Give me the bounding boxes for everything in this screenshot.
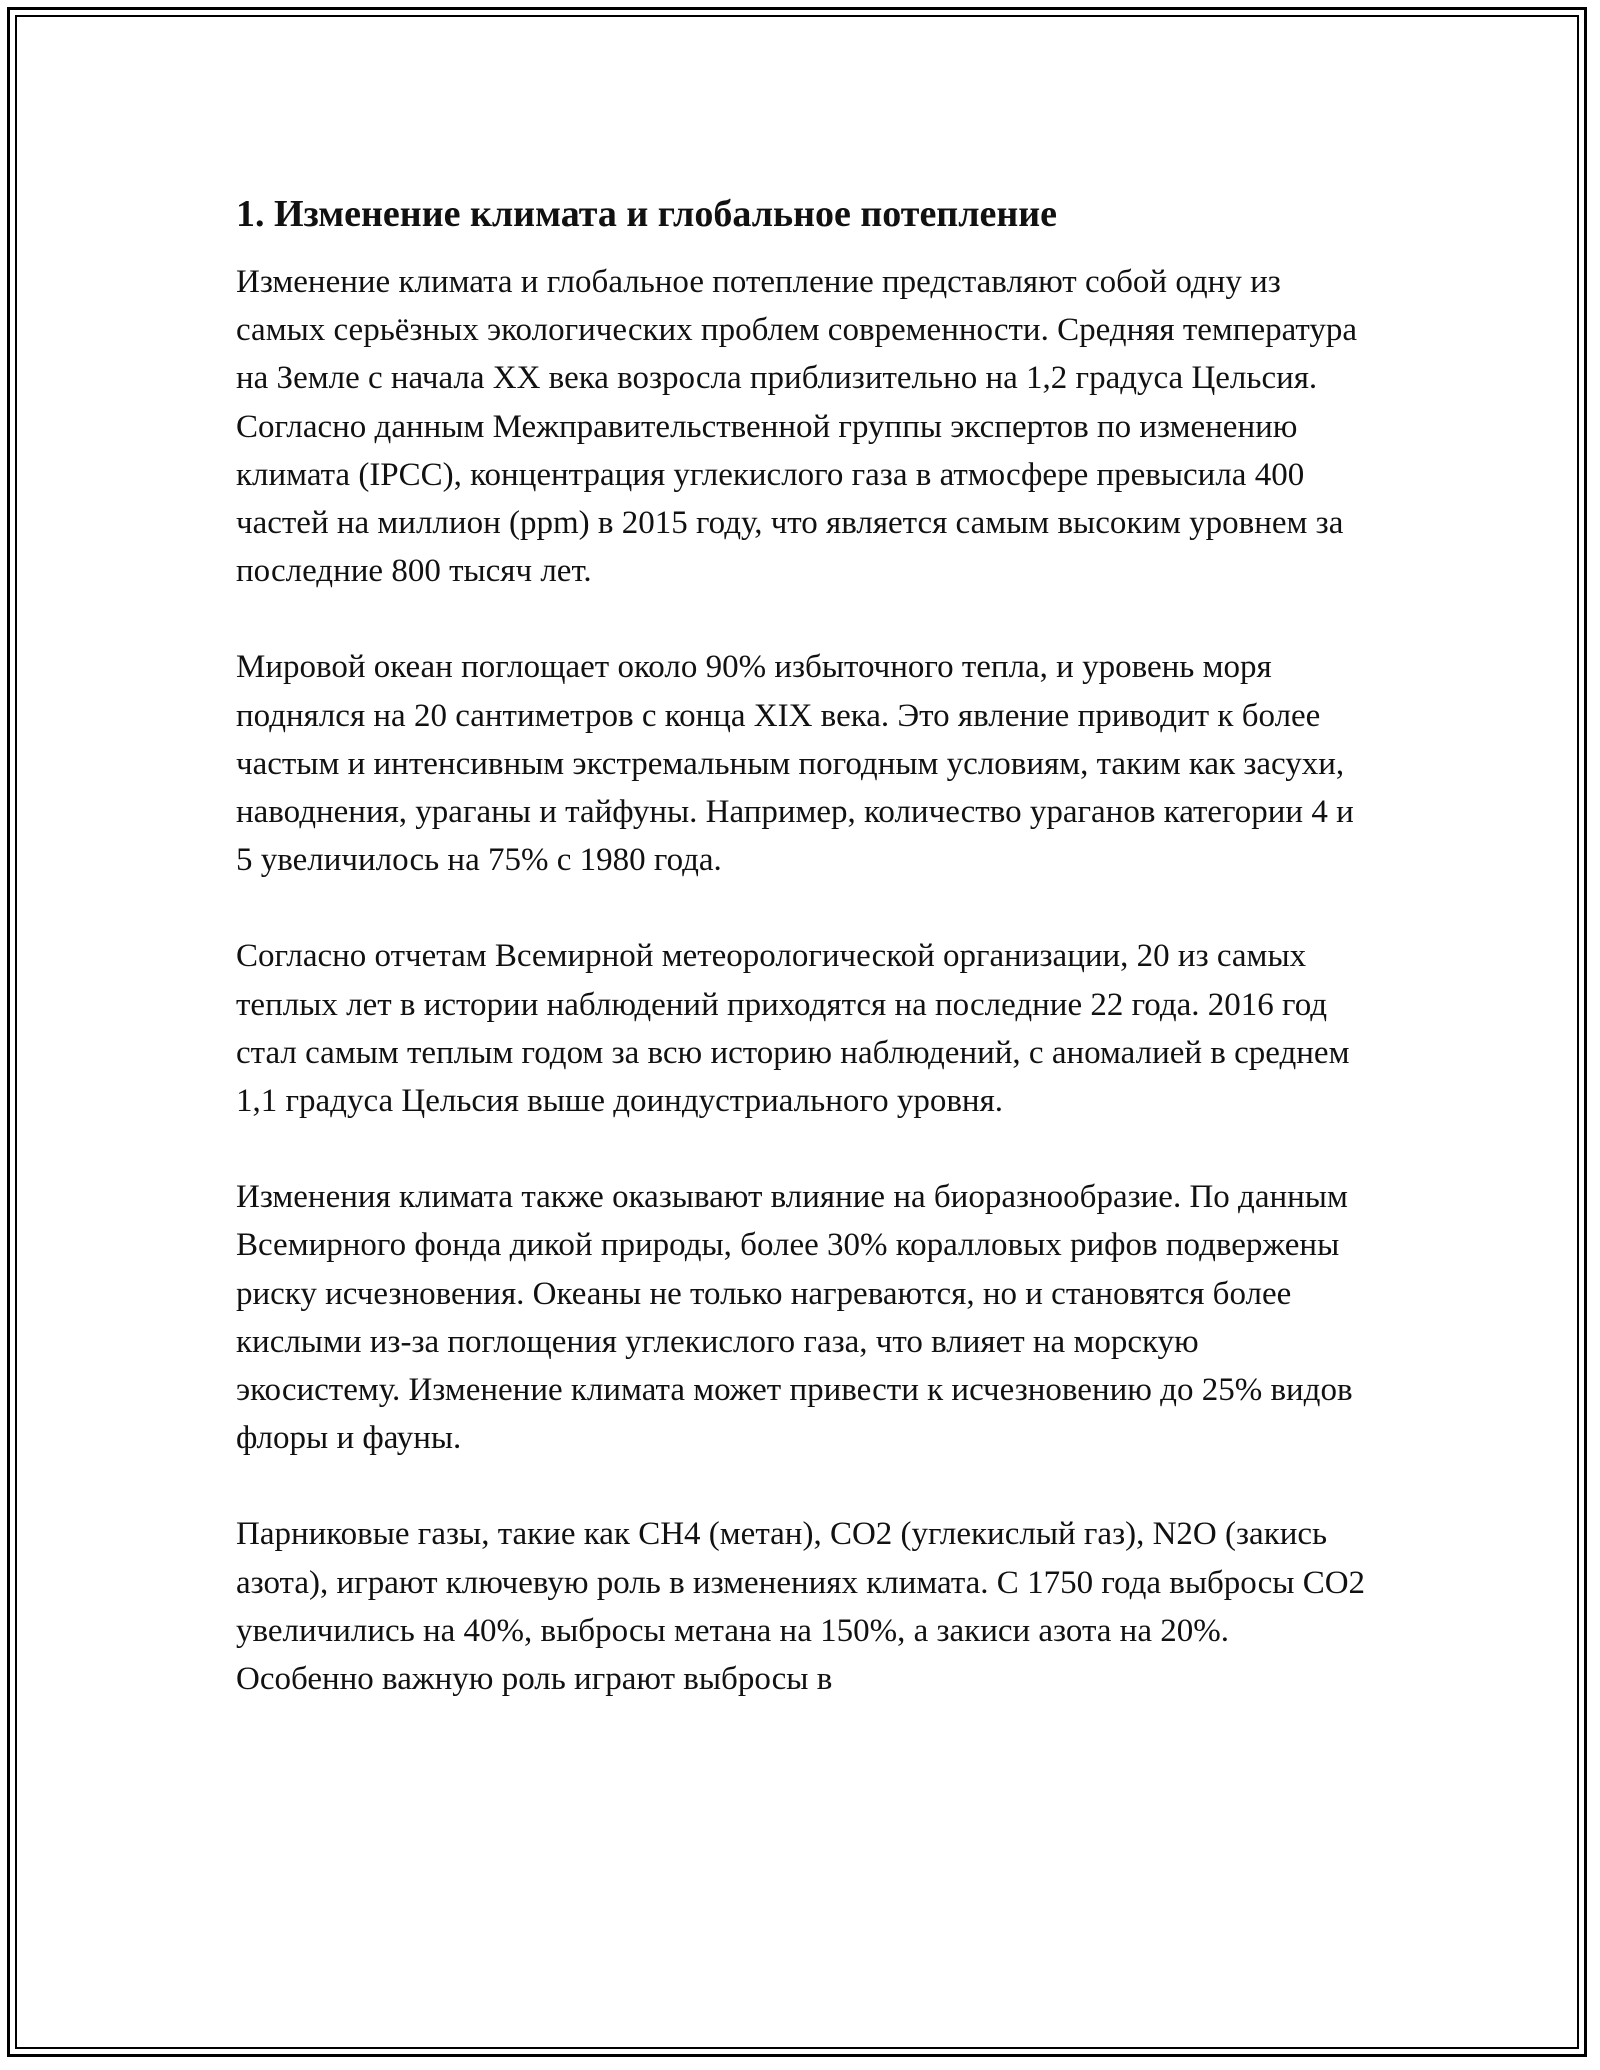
section-heading: 1. Изменение климата и глобальное потепление	[236, 193, 1058, 235]
paragraph-5: Парниковые газы, такие как CH4 (метан), CO2 (углекислый газ), N2O (закись азота), играют ключевую роль в изменениях климата. С 1750 года выбросы CO2 увеличились на 40%, выбросы метана на 150%, а закиси азота на 20%. Особенно важную роль играют выбросы в	[236, 1516, 1366, 1698]
paragraph-4: Изменения климата также оказывают влияние на биоразнообразие. По данным Всемирного фонда дикой природы, более 30% коралловых рифов подвержены риску исчезновения. Океаны не только нагреваются, но и становятся более кислыми из-за поглощения углекислого газа, что влияет на морскую экосистему. Изменение климата может привести к исчезновению до 25% видов флоры и фауны.	[236, 1179, 1353, 1457]
paragraph-3: Согласно отчетам Всемирной метеорологической организации, 20 из самых теплых лет в истории наблюдений приходятся на последние 22 года. 2016 год стал самым теплым годом за всю историю наблюдений, с аномалией в среднем 1,1 градуса Цельсия выше доиндустриального уровня.	[236, 938, 1350, 1120]
paragraph-1: Изменение климата и глобальное потепление представляют собой одну из самых серьёзных экологических проблем современности. Средняя температура на Земле с начала XX века возросла приблизительно на 1,2 градуса Цельсия. Согласно данным Межправительственной группы экспертов по изменению климата (IPCC), концентрация углекислого газа в атмосфере превысила 400 частей на миллион (ppm) в 2015 году, что является самым высоким уровнем за последние 800 тысяч лет.	[236, 264, 1358, 590]
paragraph-2: Мировой океан поглощает около 90% избыточного тепла, и уровень моря поднялся на 20 сантиметров с конца XIX века. Это явление приводит к более частым и интенсивным экстремальным погодным условиям, таким как засухи, наводнения, ураганы и тайфуны. Например, количество ураганов категории 4 и 5 увеличилось на 75% с 1980 года.	[236, 649, 1354, 879]
document-body	[236, 190, 1368, 1703]
